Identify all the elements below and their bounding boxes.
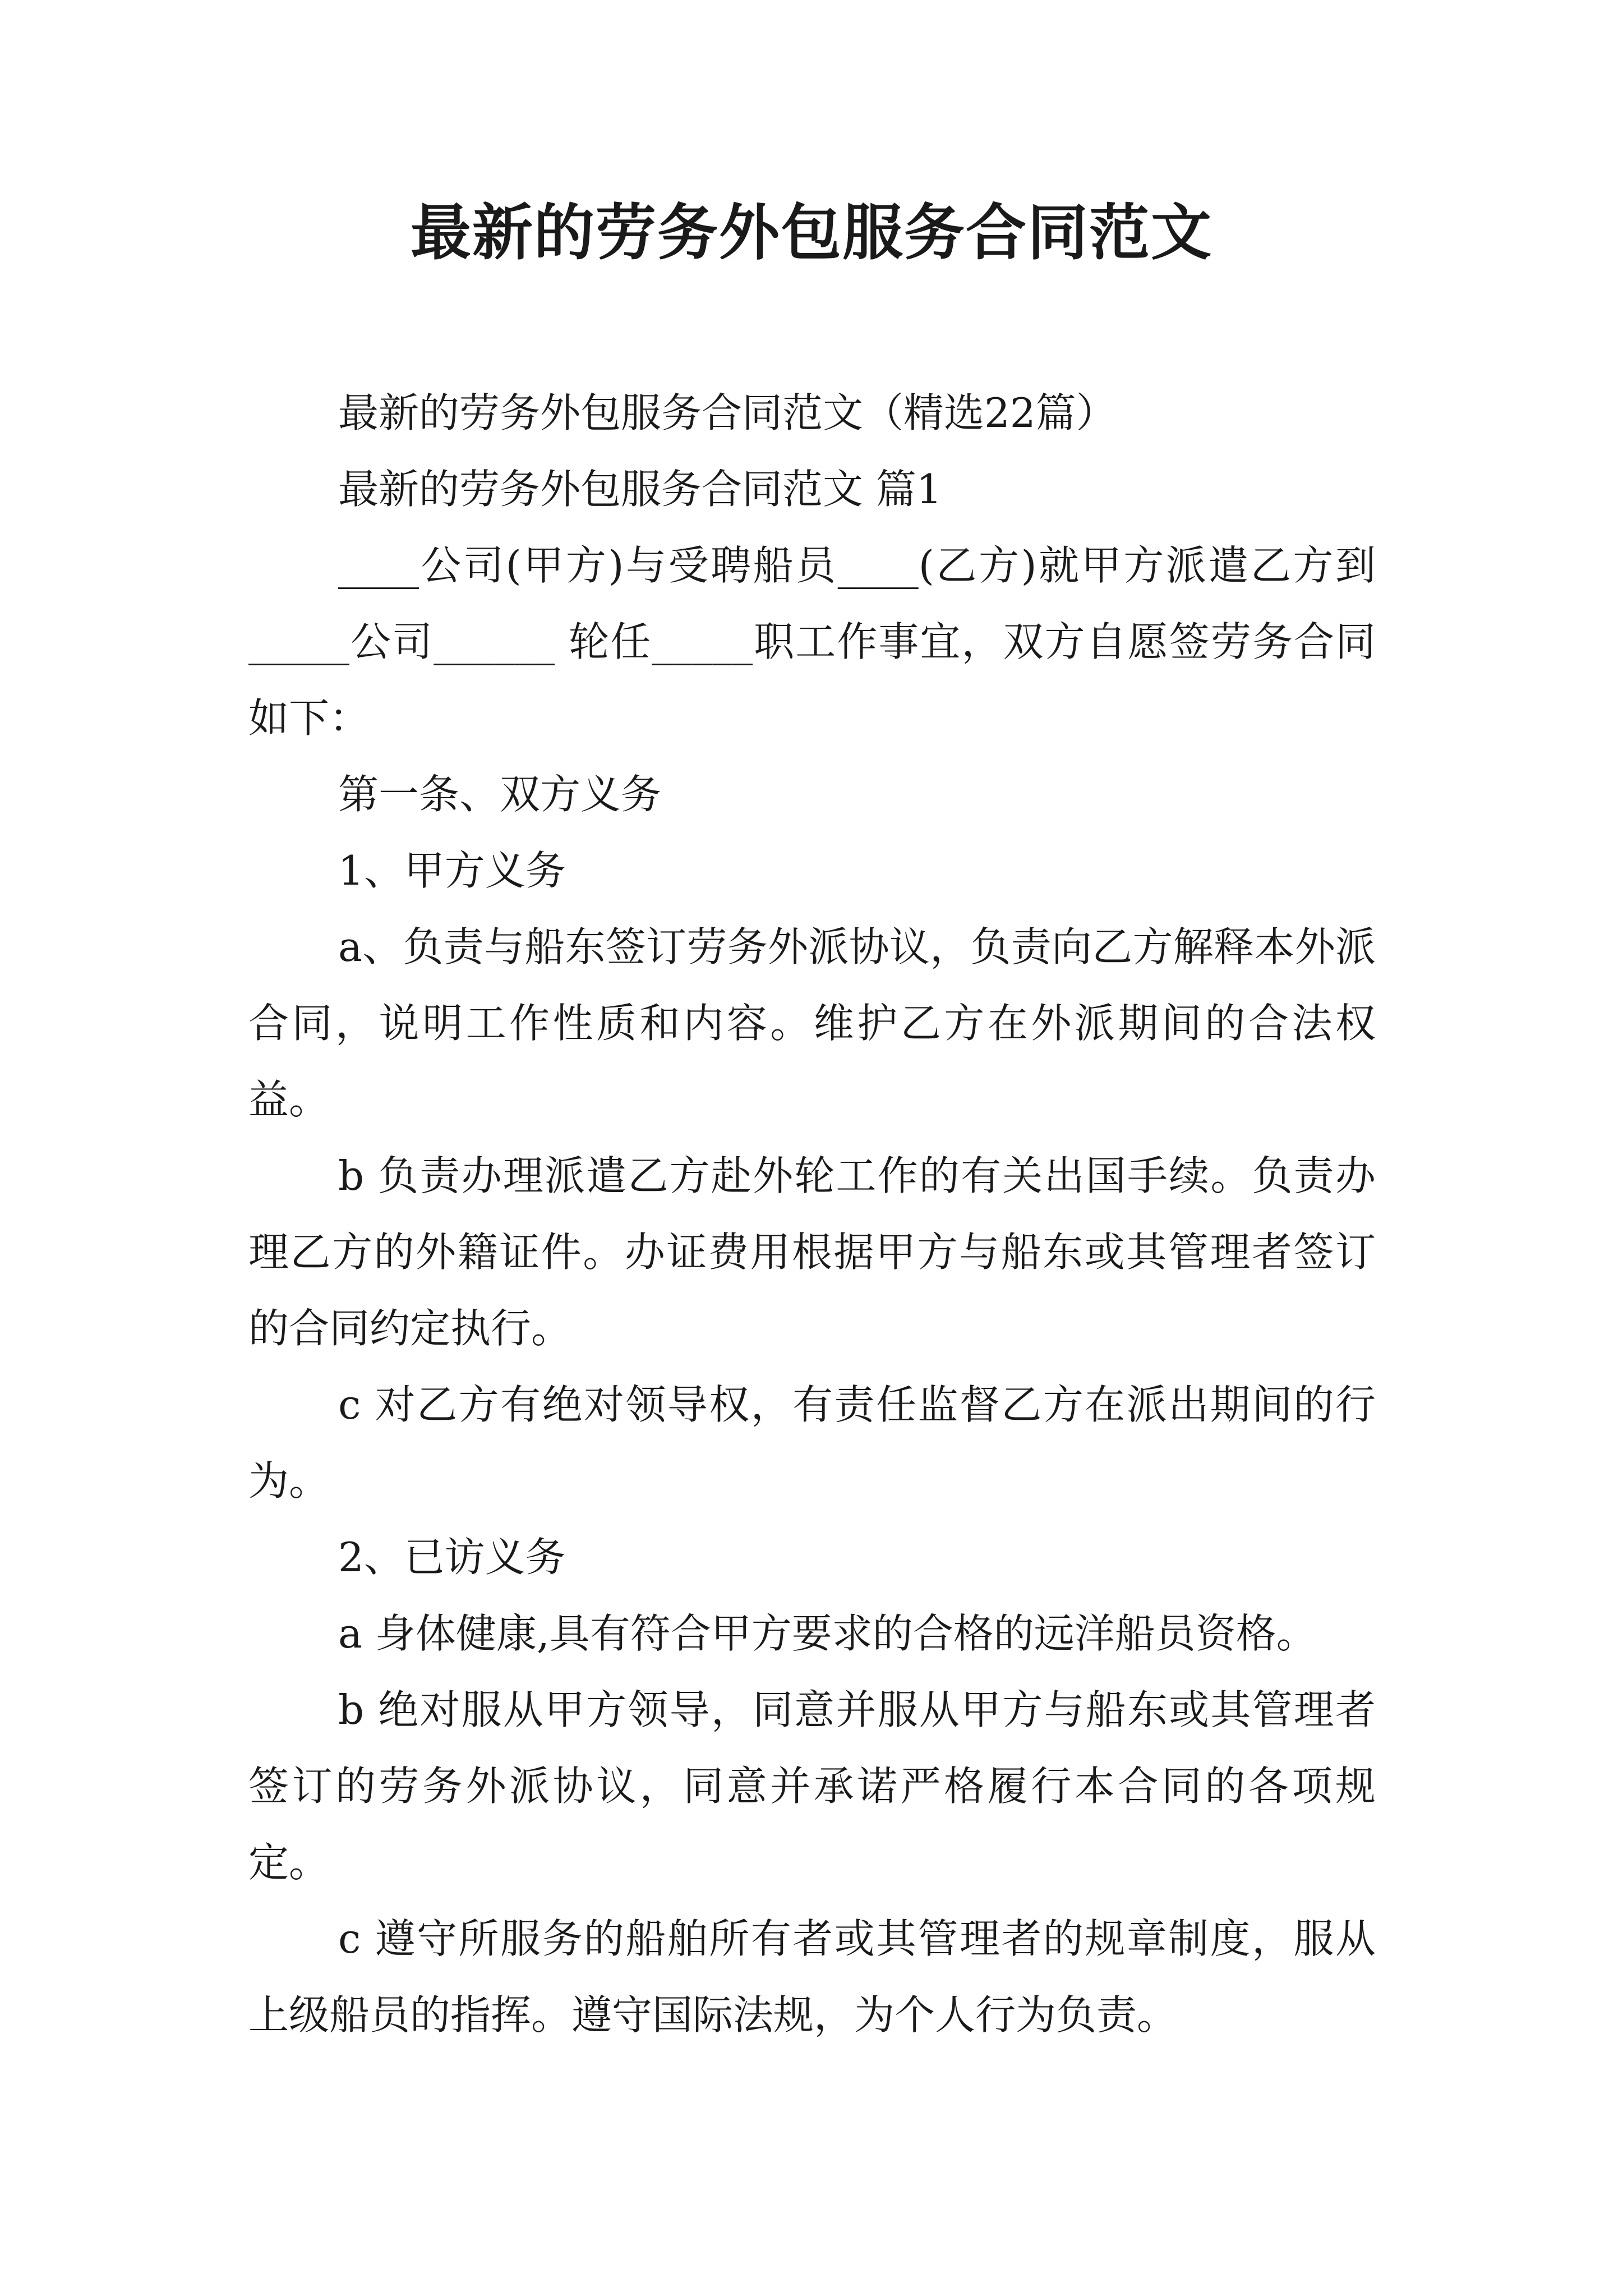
- paragraph-section-heading: 最新的劳务外包服务合同范文 篇1: [338, 466, 942, 513]
- paragraph-subtitle: 最新的劳务外包服务合同范文（精选22篇）: [338, 389, 1117, 436]
- document-body: [248, 375, 1376, 2053]
- paragraph-party-b-item-c: c 遵守所服务的船舶所有者或其管理者的规章制度，服从上级船员的指挥。遵守国际法规，为个人行为负责。: [248, 1915, 1376, 2039]
- paragraph-article-1-heading: 第一条、双方义务: [338, 771, 662, 818]
- paragraph-party-b-duties-heading: 2、已访义务: [338, 1534, 566, 1581]
- paragraph-party-a-item-c: c 对乙方有绝对领导权，有责任监督乙方在派出期间的行为。: [248, 1381, 1376, 1504]
- document-title: 最新的劳务外包服务合同范文: [410, 197, 1212, 268]
- paragraph-party-b-item-b: b 绝对服从甲方领导，同意并服从甲方与船东或其管理者签订的劳务外派协议，同意并承诺严格履行本合同的各项规定。: [248, 1686, 1376, 1886]
- paragraph-party-a-duties-heading: 1、甲方义务: [338, 847, 566, 894]
- paragraph-party-a-item-a: a、负责与船东签订劳务外派协议，负责向乙方解释本外派合同，说明工作性质和内容。维护乙方在外派期间的合法权益。: [248, 923, 1376, 1123]
- paragraph-party-a-item-b: b 负责办理派遣乙方赴外轮工作的有关出国手续。负责办理乙方的外籍证件。办证费用根据甲方与船东或其管理者签订的合同约定执行。: [248, 1152, 1376, 1352]
- paragraph-party-b-item-a: a 身体健康,具有符合甲方要求的合格的远洋船员资格。: [338, 1610, 1317, 1657]
- paragraph-preamble: ____公司(甲方)与受聘船员____(乙方)就甲方派遣乙方到_____公司______ 轮任_____职工作事宜，双方自愿签劳务合同如下：: [248, 542, 1376, 742]
